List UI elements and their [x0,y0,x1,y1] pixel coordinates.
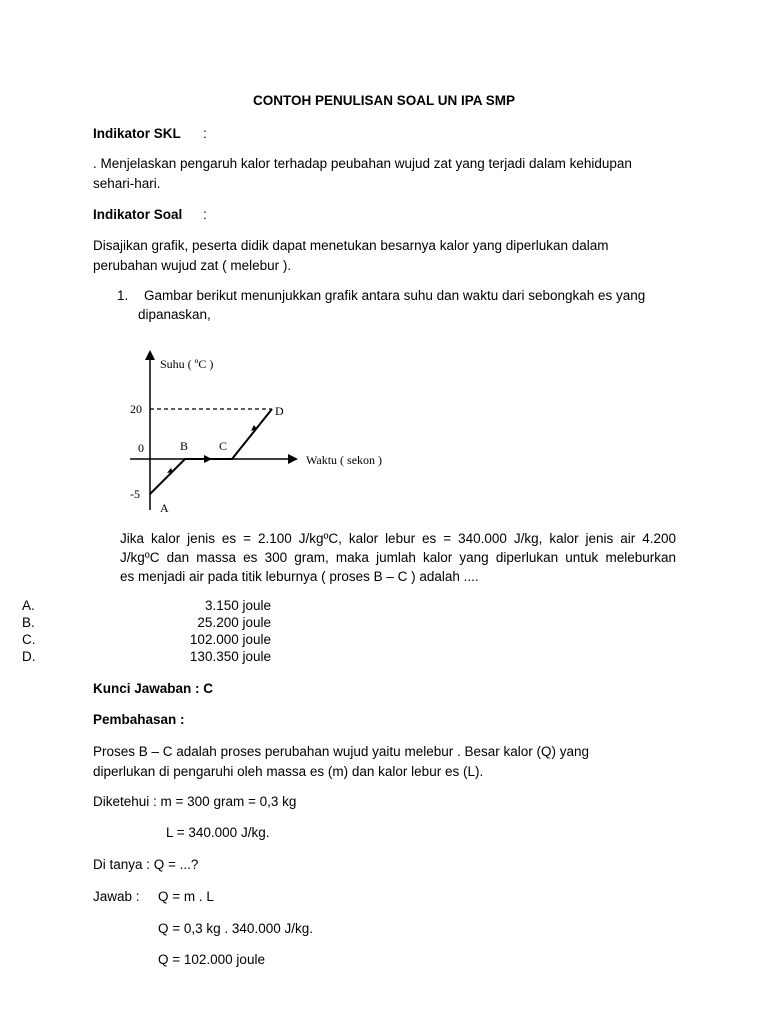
option-a[interactable] [0,598,768,615]
question-body-line-1: Jika kalor jenis es = 2.100 J/kgºC, kalor lebur es = 340.000 J/kg, kalor jenis air 4.200 [120,531,676,546]
discussion-line-2: diperlukan di pengaruhi oleh massa es (m) dan kalor lebur es (L). [93,764,484,779]
skl-colon: : [203,126,207,141]
option-c-letter: C. [22,632,36,647]
skl-line-1: . Menjelaskan pengaruh kalor terhadap peubahan wujud zat yang terjadi dalam kehidupan [93,156,632,171]
option-a-letter: A. [22,598,35,613]
answer-key: Kunci Jawaban : C [93,681,214,696]
option-b[interactable] [0,615,768,632]
soal-colon: : [203,207,207,222]
answer-step-2: Q = 0,3 kg . 340.000 J/kg. [158,921,313,936]
answer-label: Jawab : [93,889,140,904]
option-d[interactable] [0,649,768,666]
document-title: CONTOH PENULISAN SOAL UN IPA SMP [252,93,516,108]
tick-minus5: -5 [130,487,140,501]
arrow-bc-icon [204,455,212,463]
option-d-value: 130.350 joule [189,649,271,664]
option-a-value: 3.150 joule [204,598,271,613]
question-number: 1. [117,288,129,303]
tick-0: 0 [138,441,144,455]
known-latent-heat: L = 340.000 J/kg. [166,825,270,840]
option-c[interactable] [0,632,768,649]
skl-label: Indikator SKL [93,126,181,141]
tick-20: 20 [130,402,142,416]
option-b-value: 25.200 joule [197,615,271,630]
soal-label: Indikator Soal [93,207,183,222]
discussion-line-1: Proses B – C adalah proses perubahan wujud yaitu melebur . Besar kalor (Q) yang [93,744,590,759]
discussion-label: Pembahasan : [93,712,185,727]
skl-line-2: sehari-hari. [93,176,161,191]
point-b-label: B [180,439,189,453]
answer-step-3: Q = 102.000 joule [158,952,265,967]
question-body-line-2: J/kgºC dan massa es 300 gram, maka jumlah kalor yang diperlukan untuk meleburkan [120,550,676,565]
option-c-value: 102.000 joule [189,632,271,647]
y-axis-label: Suhu ( ºC ) [160,357,214,371]
temperature-time-graph [120,340,420,520]
known-mass: Diketehui : m = 300 gram = 0,3 kg [93,794,297,809]
answer-step-1: Q = m . L [158,889,214,904]
question-line-2: dipanaskan, [138,307,211,322]
question-body-line-3: es menjadi air pada titik leburnya ( proses B – C ) adalah .... [120,569,479,584]
point-d-label: D [275,404,284,418]
graph-line [150,409,272,494]
x-axis-label: Waktu ( sekon ) [306,453,383,467]
option-b-letter: B. [22,615,35,630]
option-d-letter: D. [22,649,36,664]
question-line-1: Gambar berikut menunjukkan grafik antara suhu dan waktu dari sebongkah es yang [144,288,646,303]
soal-line-1: Disajikan grafik, peserta didik dapat menetukan besarnya kalor yang diperlukan dalam [93,238,609,253]
asked: Di tanya : Q = ...? [93,857,199,872]
point-a-label: A [160,501,169,515]
soal-line-2: perubahan wujud zat ( melebur ). [93,258,292,273]
point-c-label: C [219,439,228,453]
